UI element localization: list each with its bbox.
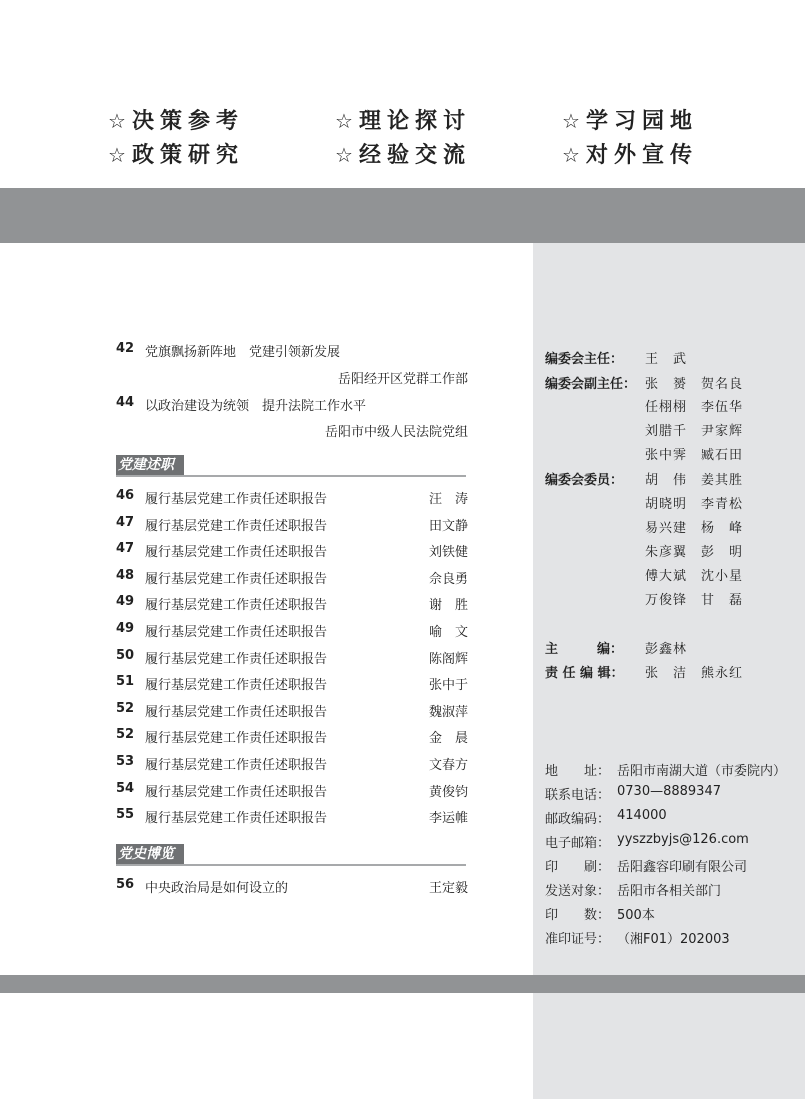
toc-entry[interactable] <box>116 621 468 641</box>
toc-author: 刘铁健 <box>428 545 468 561</box>
toc-entry[interactable] <box>116 701 468 721</box>
star-icon: ☆ <box>335 143 353 167</box>
top-gray-band <box>0 188 805 243</box>
toc-author: 文春方 <box>428 758 468 773</box>
masthead-names: 任栩栩 李伍华 <box>645 400 744 415</box>
toc-entry[interactable] <box>116 488 468 508</box>
toc-title: 履行基层党建工作责任述职报告 <box>145 784 328 800</box>
info-label: 邮政编码： <box>545 812 611 827</box>
info-value: 岳阳鑫容印刷有限公司 <box>617 860 748 875</box>
toc-page-number: 46 <box>116 488 135 503</box>
info-label: 印 数： <box>545 908 611 923</box>
column-item: ☆ 政策研究 <box>108 143 244 168</box>
toc-author: 谢 胜 <box>428 598 468 614</box>
toc-entry[interactable] <box>116 727 468 747</box>
toc-page-number: 54 <box>116 780 135 796</box>
star-icon: ☆ <box>108 143 126 167</box>
info-label: 印 刷： <box>545 860 611 875</box>
toc-title: 履行基层党建工作责任述职报告 <box>145 571 328 587</box>
column-list <box>0 100 805 170</box>
column-item: ☆ 决策参考 <box>108 109 244 134</box>
toc-page-number: 47 <box>116 541 135 557</box>
star-icon: ☆ <box>562 109 580 133</box>
toc-entry[interactable] <box>116 541 468 561</box>
masthead-names: 张中霁 臧石田 <box>645 448 744 463</box>
toc-entry[interactable] <box>116 781 468 801</box>
toc-page-number: 51 <box>116 674 135 690</box>
info-value: 414000 <box>617 808 667 823</box>
info-value: yyszzbyjs@126.com <box>617 832 749 847</box>
toc-title: 履行基层党建工作责任述职报告 <box>145 704 328 720</box>
masthead-names: 张 洁 熊永红 <box>645 666 744 681</box>
toc-entry[interactable] <box>116 515 468 535</box>
toc-page-number: 52 <box>116 700 135 716</box>
toc-page-number: 55 <box>116 807 135 823</box>
section-header-dangshi <box>116 844 466 866</box>
toc-entry[interactable] <box>116 674 468 694</box>
toc-title: 履行基层党建工作责任述职报告 <box>145 492 328 507</box>
info-value: 500本 <box>617 908 655 923</box>
info-value: 0730—8889347 <box>617 784 721 799</box>
toc-page-number: 49 <box>116 621 135 636</box>
masthead-names: 万俊锋 甘 磊 <box>645 593 744 608</box>
masthead-role: 编委会主任： <box>545 352 624 367</box>
masthead-role: 责 任 编 辑： <box>545 666 624 681</box>
toc-entry[interactable] <box>116 648 468 668</box>
toc-page-number: 42 <box>116 341 135 356</box>
toc-page-number: 47 <box>116 514 135 530</box>
star-icon: ☆ <box>108 109 126 133</box>
section-label: 党建述职 <box>116 455 184 475</box>
masthead-names: 彭鑫林 <box>645 642 688 657</box>
toc-author: 喻 文 <box>428 625 468 640</box>
toc-title: 履行基层党建工作责任述职报告 <box>145 545 328 561</box>
toc-author: 金 晨 <box>428 731 468 747</box>
info-value: 岳阳市各相关部门 <box>617 884 722 899</box>
toc-author: 汪 涛 <box>428 492 468 507</box>
column-item: ☆ 对外宣传 <box>562 143 698 168</box>
toc-title: 履行基层党建工作责任述职报告 <box>145 811 328 827</box>
info-label: 准印证号： <box>545 932 611 947</box>
star-icon: ☆ <box>335 109 353 133</box>
toc-page-number: 50 <box>116 647 135 663</box>
toc-page-number: 53 <box>116 754 135 769</box>
toc-author: 魏淑萍 <box>428 704 468 720</box>
column-item: ☆ 经验交流 <box>335 143 471 168</box>
masthead-names: 朱彦翼 彭 明 <box>645 545 744 560</box>
info-label: 发送对象： <box>545 884 611 899</box>
toc-page-number: 56 <box>116 877 135 892</box>
info-label: 联系电话： <box>545 788 611 803</box>
toc-title: 履行基层党建工作责任述职报告 <box>145 731 328 747</box>
toc-title: 履行基层党建工作责任述职报告 <box>145 758 328 773</box>
toc-entry[interactable] <box>116 807 468 827</box>
toc-entry[interactable] <box>116 877 468 897</box>
section-header-dangjian <box>116 455 466 477</box>
masthead-role: 编委会副主任： <box>545 377 637 392</box>
toc-author: 佘良勇 <box>428 571 468 587</box>
toc-page-number: 49 <box>116 594 135 610</box>
masthead-names: 张 赟 贺名良 <box>645 377 744 392</box>
masthead-names: 易兴建 杨 峰 <box>645 521 744 536</box>
toc-author: 张中于 <box>428 678 468 694</box>
toc-author: 王定毅 <box>428 881 468 896</box>
masthead-names: 胡 伟 姜其胜 <box>645 473 744 488</box>
toc-page-number: 44 <box>116 395 135 410</box>
info-label: 地 址： <box>545 764 611 779</box>
toc-entry[interactable] <box>116 395 468 415</box>
masthead-role: 主 编： <box>545 642 624 657</box>
info-label: 电子邮箱： <box>545 836 611 851</box>
toc-author: 田文静 <box>428 518 468 534</box>
toc-title: 以政治建设为统领 提升法院工作水平 <box>145 399 367 414</box>
toc-source: 岳阳经开区党群工作部 <box>337 372 468 387</box>
masthead-names: 刘腊千 尹家辉 <box>645 424 744 439</box>
masthead-names: 傅大斌 沈小星 <box>645 569 744 584</box>
masthead-names: 王 武 <box>645 352 688 367</box>
info-value: （湘F01）202003 <box>617 932 730 947</box>
toc-title: 履行基层党建工作责任述职报告 <box>145 678 328 694</box>
toc-title: 中央政治局是如何设立的 <box>145 881 289 896</box>
toc-title: 履行基层党建工作责任述职报告 <box>145 651 328 667</box>
toc-title: 党旗飘扬新阵地 党建引领新发展 <box>145 345 341 360</box>
toc-source: 岳阳市中级人民法院党组 <box>324 425 468 440</box>
toc-title: 履行基层党建工作责任述职报告 <box>145 625 328 640</box>
toc-title: 履行基层党建工作责任述职报告 <box>145 518 328 534</box>
toc-author: 李运帷 <box>428 811 468 827</box>
column-item: ☆ 学习园地 <box>562 109 698 134</box>
masthead-names: 胡晓明 李青松 <box>645 497 744 512</box>
toc-entry[interactable] <box>116 594 468 614</box>
toc-author: 黄俊钧 <box>428 784 468 800</box>
section-label: 党史博览 <box>116 844 184 864</box>
toc-entry[interactable] <box>116 341 468 361</box>
toc-title: 履行基层党建工作责任述职报告 <box>145 598 328 614</box>
toc-author: 陈阁辉 <box>428 651 468 667</box>
star-icon: ☆ <box>562 143 580 167</box>
toc-entry[interactable] <box>116 568 468 588</box>
info-value: 岳阳市南湖大道（市委院内） <box>617 764 787 779</box>
toc-page-number: 52 <box>116 727 135 743</box>
bottom-gray-band <box>0 975 805 993</box>
masthead-role: 编委会委员： <box>545 473 624 488</box>
toc-entry[interactable] <box>116 754 468 774</box>
column-item: ☆ 理论探讨 <box>335 109 471 134</box>
toc-page-number: 48 <box>116 567 135 583</box>
